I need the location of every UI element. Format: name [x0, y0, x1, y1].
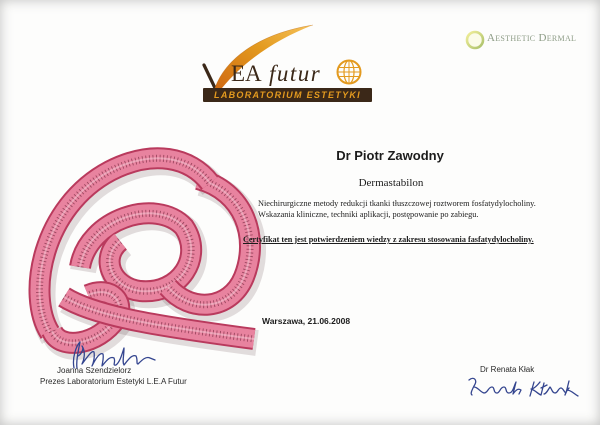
certificate-statement: Certyfikat ten jest potwierdzeniem wiedzy z zakresu stosowania fasfatydylocholiny. [243, 235, 534, 244]
place-and-date: Warszawa, 21.06.2008 [262, 316, 351, 326]
description-line: Niechirurgiczne metody redukcji tkanki tłuszczowej roztworem fosfatydylocholiny. [258, 199, 536, 208]
measuring-tape-icon [18, 145, 268, 363]
circle-ring-icon [465, 30, 485, 50]
signatory-right-name: Dr Renata Kłak [480, 365, 535, 374]
recipient-name: Dr Piotr Zawodny [336, 148, 444, 163]
course-description [258, 198, 536, 220]
signatory-left-name: Joanna Szendzielorz [57, 366, 132, 375]
course-title: Dermastabilon [358, 177, 424, 189]
partner-logo-name: Aesthetic Dermal [487, 32, 577, 44]
lea-futur-logo [195, 22, 380, 104]
globe-icon [335, 58, 363, 86]
logo-tagline-bar [203, 88, 372, 102]
logo-ea-text: EA [231, 61, 262, 86]
tape-segment-inner-coil [80, 213, 191, 291]
logo-tagline: LABORATORIUM ESTETYKI [214, 89, 361, 100]
signatory-left-title: Prezes Laboratorium Estetyki L.E.A Futur [40, 377, 187, 386]
logo-futur-text: futur [269, 61, 322, 86]
signature-right [466, 374, 581, 402]
description-line: Wskazania kliniczne, techniki aplikacji, postępowanie po zabiegu. [258, 210, 479, 219]
